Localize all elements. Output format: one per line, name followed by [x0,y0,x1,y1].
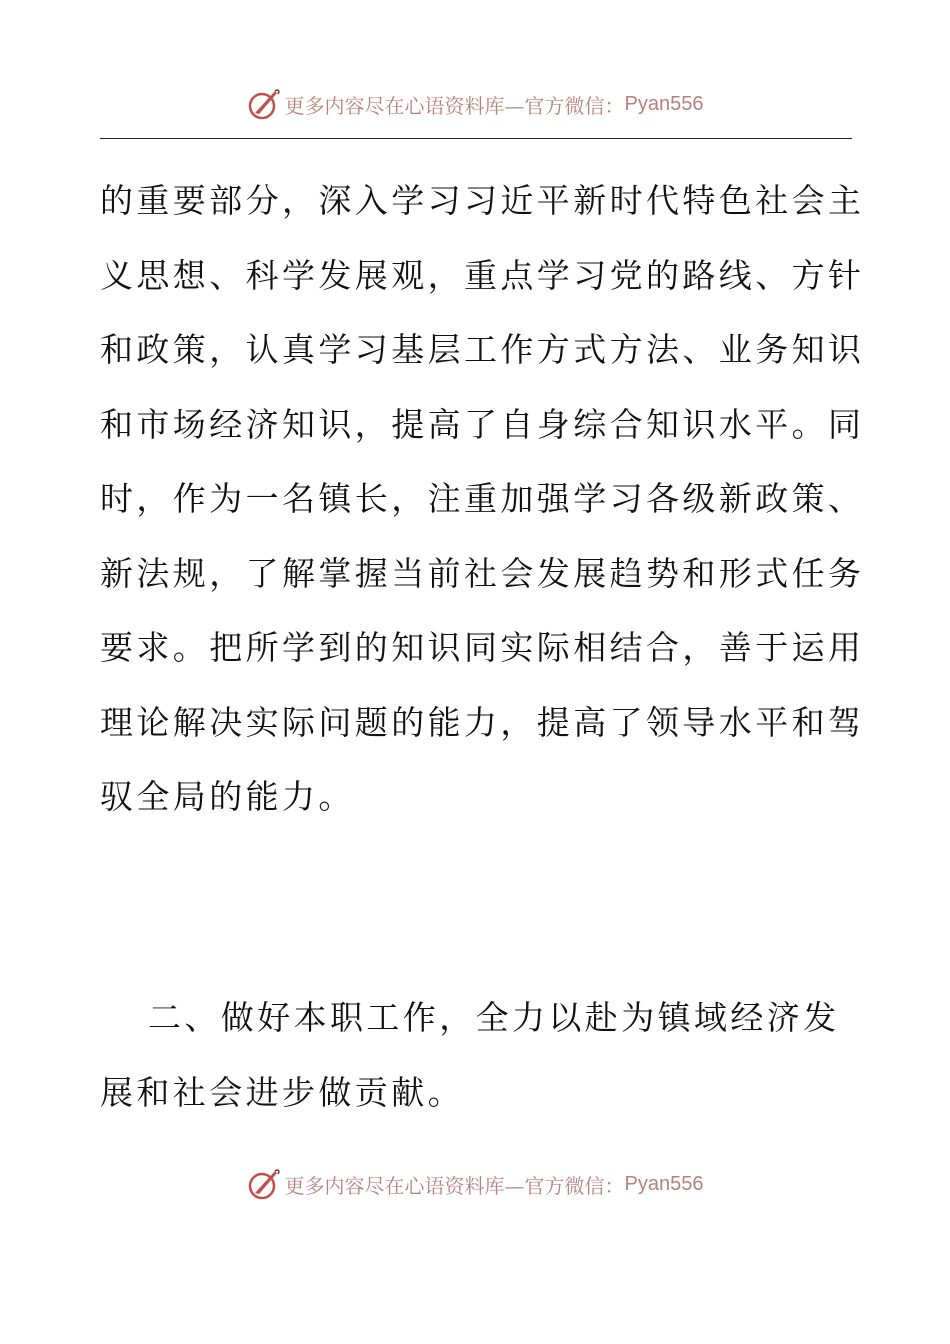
header-banner [0,84,950,124]
text-line: 要求。把所学到的知识同实际相结合，善于运用 [100,628,865,667]
text-line: 展和社会进步做贡献。 [100,1072,464,1112]
text-line: 二、做好本职工作，全力以赴为镇域经济发 [148,998,840,1037]
text-line: 的重要部分，深入学习习近平新时代特色社会主 [100,181,865,220]
text-line: 义思想、科学发展观，重点学习党的路线、方针 [100,255,865,295]
quill-pen-logo-icon [247,87,281,121]
header-banner-text: 更多内容尽在心语资料库—官方微信： [284,93,625,118]
text-line: 驭全局的能力。 [100,777,355,816]
text-line: 和政策，认真学习基层工作方式方法、业务知识 [100,330,865,369]
text-line: 和市场经济知识，提高了自身综合知识水平。同 [100,404,865,444]
text-line: 时，作为一名镇长，注重加强学习各级新政策、 [100,479,865,518]
paragraph-1 [100,164,865,835]
footer-banner-text: 更多内容尽在心语资料库—官方微信： [284,1173,625,1198]
header-divider [100,138,852,139]
footer-wechat-id: Pyan556 [624,1172,704,1195]
section-heading-2 [100,981,852,1130]
quill-pen-logo-icon [247,1167,281,1201]
header-wechat-id: Pyan556 [624,92,704,115]
text-line: 新法规，了解掌握当前社会发展趋势和形式任务 [100,553,865,593]
footer-banner [0,1164,950,1204]
text-line: 理论解决实际问题的能力，提高了领导水平和驾 [100,702,865,742]
